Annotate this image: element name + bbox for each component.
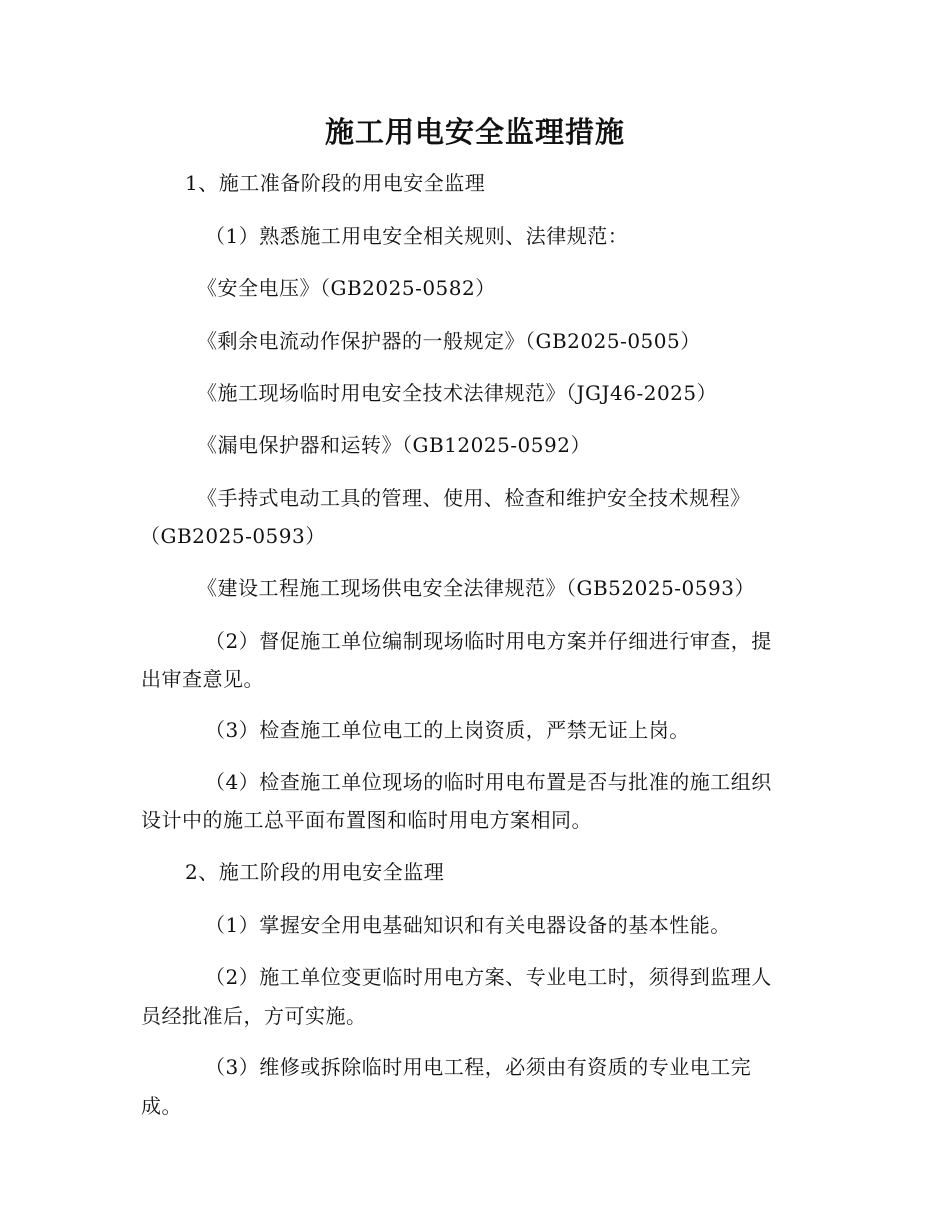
paragraph-continuation: 成。 bbox=[141, 1094, 182, 1118]
paragraph-line: （3）检查施工单位电工的上岗资质，严禁无证上岗。 bbox=[205, 718, 690, 742]
paragraph-line: （3）维修或拆除临时用电工程，必须由有资质的专业电工完 bbox=[205, 1055, 752, 1079]
standard-item: 《施工现场临时用电安全技术法律规范》（JGJ46-2025） bbox=[197, 381, 718, 405]
standard-item: 《安全电压》（GB2025-0582） bbox=[197, 276, 496, 300]
document-title: 施工用电安全监理措施 bbox=[324, 115, 625, 149]
paragraph-line: （1）掌握安全用电基础知识和有关电器设备的基本性能。 bbox=[205, 913, 731, 937]
standard-item: 《漏电保护器和运转》（GB12025-0592） bbox=[197, 433, 591, 457]
standard-item: 《建设工程施工现场供电安全法律规范》（GB52025-0593） bbox=[197, 576, 755, 600]
standard-item-continuation: （GB2025-0593） bbox=[140, 524, 326, 548]
section-heading-1: 1、施工准备阶段的用电安全监理 bbox=[185, 171, 486, 195]
standard-item: 《剩余电流动作保护器的一般规定》（GB2025-0505） bbox=[197, 329, 701, 353]
paragraph-line: （2）督促施工单位编制现场临时用电方案并仔细进行审查，提 bbox=[205, 629, 772, 653]
paragraph-line: （2）施工单位变更临时用电方案、专业电工时，须得到监理人 bbox=[205, 965, 772, 989]
standard-item: 《手持式电动工具的管理、使用、检查和维护安全技术规程》 bbox=[197, 486, 751, 510]
paragraph-continuation: 设计中的施工总平面布置图和临时用电方案相同。 bbox=[141, 808, 592, 832]
paragraph-continuation: 员经批准后，方可实施。 bbox=[141, 1004, 367, 1028]
section-heading-2: 2、施工阶段的用电安全监理 bbox=[185, 860, 445, 884]
paragraph-continuation: 出审查意见。 bbox=[141, 667, 264, 691]
paragraph-line: （1）熟悉施工用电安全相关规则、法律规范： bbox=[205, 224, 629, 248]
paragraph-line: （4）检查施工单位现场的临时用电布置是否与批准的施工组织 bbox=[205, 770, 772, 794]
